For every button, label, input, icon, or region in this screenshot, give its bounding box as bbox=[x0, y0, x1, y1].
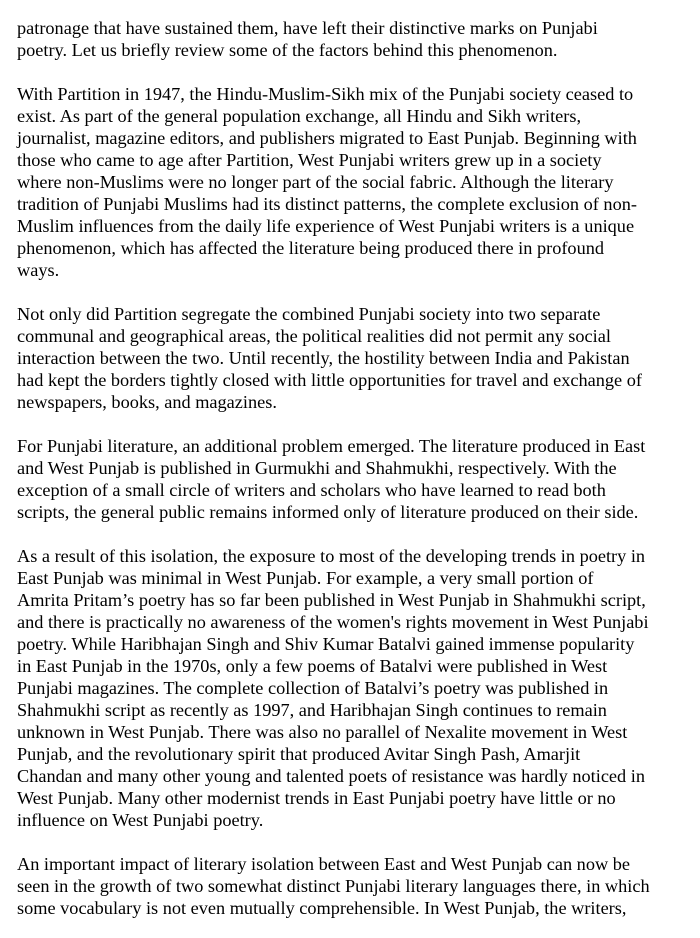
text-line: Shahmukhi script as recently as 1997, and Haribhajan Singh continues to remain bbox=[17, 700, 607, 720]
text-line: seen in the growth of two somewhat distinct Punjabi literary languages there, in which bbox=[17, 876, 650, 896]
text-line: An important impact of literary isolation between East and West Punjab can now be bbox=[17, 854, 630, 874]
text-line: For Punjabi literature, an additional problem emerged. The literature produced in East bbox=[17, 436, 646, 456]
text-line: With Partition in 1947, the Hindu-Muslim-Sikh mix of the Punjabi society ceased to bbox=[17, 84, 634, 104]
text-line: Amrita Pritam’s poetry has so far been published in West Punjab in Shahmukhi script, bbox=[17, 590, 646, 610]
text-line: and there is practically no awareness of the women's rights movement in West Punjabi bbox=[17, 612, 649, 632]
text-line: exception of a small circle of writers and scholars who have learned to read both bbox=[17, 480, 606, 500]
text-line: influence on West Punjabi poetry. bbox=[17, 810, 264, 830]
text-line: where non-Muslims were no longer part of the social fabric. Although the literary bbox=[17, 172, 614, 192]
text-line: in East Punjab in the 1970s, only a few poems of Batalvi were published in West bbox=[17, 656, 608, 676]
text-line: some vocabulary is not even mutually comprehensible. In West Punjab, the writers, bbox=[17, 898, 627, 918]
paragraph-3 bbox=[17, 303, 690, 413]
text-line: exist. As part of the general population exchange, all Hindu and Sikh writers, bbox=[17, 106, 582, 126]
text-line: journalist, magazine editors, and publishers migrated to East Punjab. Beginning with bbox=[17, 128, 637, 148]
text-line: Chandan and many other young and talented poets of resistance was hardly noticed in bbox=[17, 766, 645, 786]
text-line: scripts, the general public remains informed only of literature produced on their side. bbox=[17, 502, 639, 522]
text-line: and West Punjab is published in Gurmukhi and Shahmukhi, respectively. With the bbox=[17, 458, 617, 478]
text-line: communal and geographical areas, the political realities did not permit any social bbox=[17, 326, 611, 346]
text-line: newspapers, books, and magazines. bbox=[17, 392, 277, 412]
paragraph-6 bbox=[17, 853, 690, 919]
text-line: poetry. While Haribhajan Singh and Shiv Kumar Batalvi gained immense popularity bbox=[17, 634, 635, 654]
text-line: East Punjab was minimal in West Punjab. For example, a very small portion of bbox=[17, 568, 594, 588]
text-line: unknown in West Punjab. There was also no parallel of Nexalite movement in West bbox=[17, 722, 628, 742]
text-line: poetry. Let us briefly review some of the factors behind this phenomenon. bbox=[17, 40, 558, 60]
text-line: interaction between the two. Until recently, the hostility between India and Pakistan bbox=[17, 348, 630, 368]
text-line: West Punjab. Many other modernist trends in East Punjabi poetry have little or no bbox=[17, 788, 616, 808]
text-line: Not only did Partition segregate the combined Punjabi society into two separate bbox=[17, 304, 601, 324]
text-line: those who came to age after Partition, West Punjabi writers grew up in a society bbox=[17, 150, 602, 170]
text-line: Muslim influences from the daily life experience of West Punjabi writers is a unique bbox=[17, 216, 635, 236]
text-line: patronage that have sustained them, have left their distinctive marks on Punjabi bbox=[17, 18, 598, 38]
paragraph-1 bbox=[17, 17, 690, 61]
text-line: ways. bbox=[17, 260, 60, 280]
paragraph-2 bbox=[17, 83, 690, 281]
paragraph-4 bbox=[17, 435, 690, 523]
text-line: Punjab, and the revolutionary spirit that produced Avitar Singh Pash, Amarjit bbox=[17, 744, 581, 764]
text-line: phenomenon, which has affected the literature being produced there in profound bbox=[17, 238, 604, 258]
text-line: Punjabi magazines. The complete collection of Batalvi’s poetry was published in bbox=[17, 678, 609, 698]
text-line: tradition of Punjabi Muslims had its distinct patterns, the complete exclusion of non- bbox=[17, 194, 637, 214]
text-line: As a result of this isolation, the exposure to most of the developing trends in poetry in bbox=[17, 546, 646, 566]
text-line: had kept the borders tightly closed with little opportunities for travel and exchange of bbox=[17, 370, 642, 390]
paragraph-5 bbox=[17, 545, 690, 831]
